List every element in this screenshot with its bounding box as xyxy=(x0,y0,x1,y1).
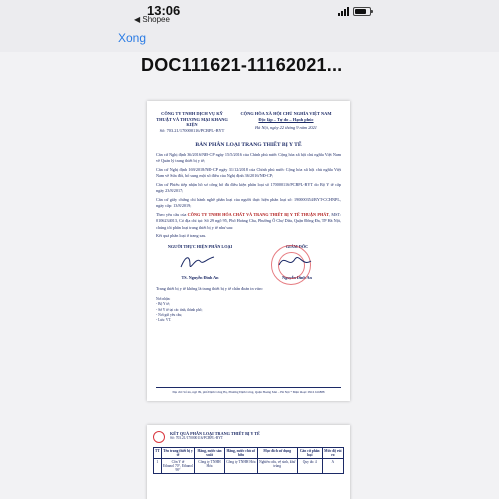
recipients-list xyxy=(156,297,341,324)
document-heading: BẢN PHÂN LOẠI TRANG THIẾT BỊ Y TẾ xyxy=(195,141,302,148)
column-header: Mục đích sử dụng xyxy=(257,448,297,459)
recipient-item: - Sở Y tế tại các tỉnh, thành phố; xyxy=(156,307,203,312)
request-prefix: Theo yêu cầu của xyxy=(156,211,187,217)
status-icons xyxy=(338,6,371,16)
result-line: Kết quả phân loại ở trang sau. xyxy=(156,233,207,239)
result-doc-number: Số: 703.21/170000116/PCBPL-BYT xyxy=(170,436,223,440)
table-cell: 1 xyxy=(154,459,162,474)
table-cell: Công ty TNHH Hóa xyxy=(224,459,257,474)
signal-bars-icon xyxy=(338,7,349,16)
document-page-1 xyxy=(147,101,350,401)
signature-row xyxy=(156,244,341,280)
request-company: CÔNG TY TNHH HÓA CHẤT VÀ TRANG THIẾT BỊ Y TẾ THUẬN PHÁT xyxy=(187,211,330,217)
issuer-company: CÔNG TY TNHH DỊCH VỤ KỸ THUẬT VÀ THƯƠNG MẠI KHANG KIỆN xyxy=(156,111,228,128)
director-title: GIÁM ĐỐC xyxy=(285,243,309,249)
page-header xyxy=(156,111,341,134)
column-header: TT xyxy=(154,448,162,459)
status-bar xyxy=(0,0,499,26)
classification-table xyxy=(153,447,344,474)
column-header: Hãng, nước chủ sở hữu xyxy=(224,448,257,459)
director-block xyxy=(253,244,341,280)
table-cell: Nghiên cứu, vệ sinh, khử trùng xyxy=(257,459,297,474)
column-header: Hãng, nước sản xuất xyxy=(195,448,225,459)
done-button[interactable]: Xong xyxy=(118,31,147,45)
performer-block xyxy=(156,244,244,280)
table-cell: A xyxy=(322,459,343,474)
recipient-item: - Nơi gửi yêu cầu; xyxy=(156,313,183,318)
table-cell: Công ty TNHH Hóa xyxy=(195,459,225,474)
status-time: 13:06 xyxy=(147,3,181,18)
doc-number: Số: 703.21/170000116/PCBPL-BYT xyxy=(159,128,225,134)
nation-title: CỘNG HÒA XÃ HỘI CHỦ NGHĨA VIỆT NAM xyxy=(240,111,332,116)
issuer-block xyxy=(156,111,228,134)
nation-motto: Độc lập – Tự do – Hạnh phúc xyxy=(258,116,314,122)
recipient-item: - Lưu: VT. xyxy=(156,318,172,323)
legal-basis-4: Căn cứ giấy chứng chỉ hành nghề phân loại của người thực hiện phân loại số: 190000354/BYT-CCHNPL, ngày cấp: 13/8/2019; xyxy=(156,196,341,209)
legal-basis-2: Căn cứ Nghị định 169/2018/NĐ-CP ngày 31/12/2018 của Chính phủ nước Cộng hòa xã hội chủ nghĩa Việt Nam về Sửa đổi, bổ sung một số điều của Nghị định 36/2016/NĐ-CP; xyxy=(156,166,341,179)
issue-date: Hà Nội, ngày 22 tháng 9 năm 2021 xyxy=(255,125,317,131)
ivd-note: Trang thiết bị y tế không là trang thiết bị y tế chẩn đoán in vitro xyxy=(156,285,263,291)
table-header-row xyxy=(154,448,344,459)
company-logo-icon xyxy=(153,431,165,443)
recipient-item: - Bộ Y tế; xyxy=(156,302,171,307)
column-header: Căn cứ phân loại xyxy=(297,448,322,459)
table-row xyxy=(154,459,344,474)
table-cell: Cồn Y tế Ethanol 70°, Ethanol 90° xyxy=(162,460,194,472)
column-header: Tên trang thiết bị y tế xyxy=(163,449,193,457)
document-body xyxy=(156,152,341,240)
nav-bar xyxy=(0,26,499,52)
legal-basis-1: Căn cứ Nghị định 36/2016/NĐ-CP ngày 15/5/2016 của Chính phủ nước Cộng hòa xã hội chủ nghĩa Việt Nam về Quản lý trang thiết bị y tế; xyxy=(156,151,341,164)
back-to-app-link[interactable]: ◀ Shopee xyxy=(134,15,170,24)
battery-icon xyxy=(353,7,371,16)
recipients-title: Nơi nhận: xyxy=(156,296,171,301)
result-header xyxy=(153,431,344,443)
column-header: Mức độ rủi ro xyxy=(324,449,342,457)
stamp-icon xyxy=(253,251,341,273)
document-file-name: DOC111621-11162021... xyxy=(141,55,343,75)
request-paragraph xyxy=(156,212,341,232)
nation-block xyxy=(231,111,341,134)
document-page-2 xyxy=(147,425,350,499)
signature-icon xyxy=(156,251,244,273)
document-viewer[interactable] xyxy=(0,84,499,499)
performer-name: TS. Nguyễn Đình An xyxy=(181,274,219,280)
director-name: Nguyễn Đình An xyxy=(282,274,312,280)
request-rest: , MST: 0106234013, Có địa chỉ tại: Số 29 ngõ 95, Phố Hoàng Cầu, Phường Ô Chợ Dừa, Quận Đống Đa, TP Hà Nội, chúng tôi phân loại trang thiết bị y tế như sau: xyxy=(156,211,341,230)
performer-title: NGƯỜI THỰC HIỆN PHÂN LOẠI xyxy=(167,243,233,249)
page-footer: Địa chỉ: Số nn, ngõ 99, phố Định Công Hạ, Phường Định Công, Quận Hoàng Mai – Hà Nội * Điện thoại: 0916 616888 xyxy=(156,387,341,394)
legal-basis-3: Căn cứ Phiếu tiếp nhận hồ sơ công bố đủ điều kiện phân loại số 170000116/PCBPL-BYT do Bộ Y tế cấp ngày 23/8/2017; xyxy=(156,181,341,194)
table-cell: Quy tắc 4 xyxy=(297,459,322,474)
result-heading: KẾT QUẢ PHÂN LOẠI TRANG THIẾT BỊ Y TẾ xyxy=(170,431,260,436)
